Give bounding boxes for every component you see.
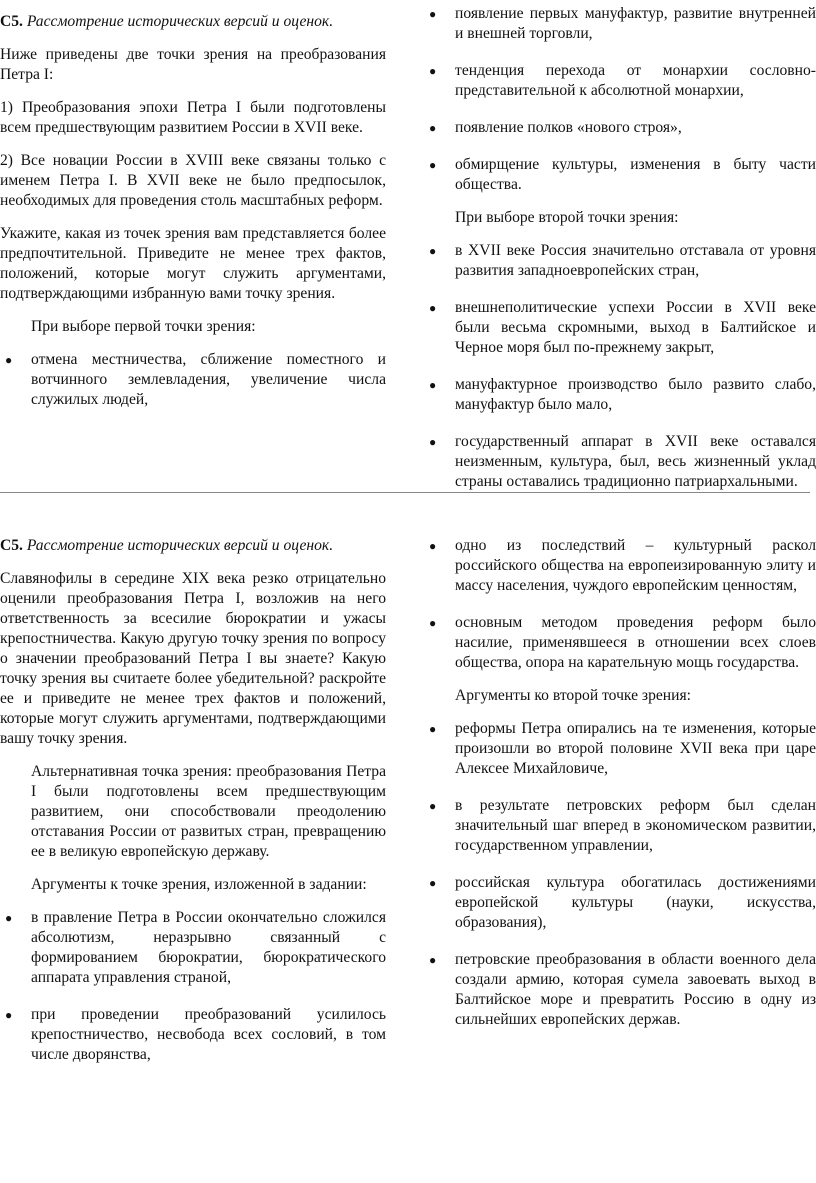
top-right-column bbox=[424, 4, 816, 509]
list-item: ● реформы Петра опирались на те изменения, которые произошли во второй половине XVII века при царе Алексее Михайловиче, bbox=[429, 720, 816, 777]
task-text: Славянофилы в середине XIX века резко отрицательно оценили преобразования Петра I, возложив на него ответственность за всесилие бюрократии и ужасы крепостничества. Какую другую точку зрения по вопросу о значении преобразований Петра I вы знаете? Какую точку зрения вы считаете более убедительной? раскройте ее и приведите не менее трех фактов и положений, которые могут служить аргументами, подтверждающими вашу точку зрения. bbox=[0, 570, 386, 747]
alternative-view-text: Альтернативная точка зрения: преобразования Петра I были подготовлены всем предшествующим развитием, они способствовали преодолению отставания России от развитых стран, превращению ее в великую европейскую державу. bbox=[31, 763, 386, 860]
args-2-label: Аргументы ко второй точке зрения: bbox=[455, 687, 691, 704]
task-heading bbox=[0, 12, 386, 32]
bullet-icon: ● bbox=[429, 244, 437, 258]
bullet-icon: ● bbox=[429, 121, 437, 135]
list-item: ● при проведении преобразований усилилось крепостничество, несвобода всех сословий, в том числе дворянства, bbox=[5, 1006, 386, 1063]
bullet-icon: ● bbox=[429, 378, 437, 392]
list-item: ● основным методом проведения реформ было насилие, применявшееся в отношении всех слоев общества, опора на карательную мощь государства. bbox=[429, 614, 816, 671]
bullet-icon: ● bbox=[429, 158, 437, 172]
view-1-text: 1) Преобразования эпохи Петра I были подготовлены всем предшествующим развитием России в XVII веке. bbox=[0, 99, 386, 136]
list-item: ● государственный аппарат в XVII веке оставался неизменным, культура, был, весь жизненный уклад страны оставались традиционно патриархальными. bbox=[429, 433, 816, 490]
bullet-icon: ● bbox=[5, 911, 13, 925]
task-title: Рассмотрение исторических версий и оценок. bbox=[26, 537, 334, 554]
first-view-list bbox=[0, 350, 386, 410]
top-left-column bbox=[0, 12, 386, 427]
section-divider bbox=[0, 492, 810, 493]
bullet-icon: ● bbox=[429, 435, 437, 449]
first-view-label: При выборе первой точки зрения: bbox=[31, 318, 256, 335]
list-item: ● петровские преобразования в области военного дела создали армию, которая сумела завоевать выход в Балтийское море и превратить Россию в одну из сильнейших европейских держав. bbox=[429, 951, 816, 1028]
list-item: ● в результате петровских реформ был сделан значительный шаг вперед в экономическом развитии, государственном управлении, bbox=[429, 797, 816, 854]
bullet-icon: ● bbox=[429, 953, 437, 967]
bullet-icon: ● bbox=[5, 1008, 13, 1022]
second-view-list bbox=[424, 241, 816, 492]
bullet-icon: ● bbox=[429, 539, 437, 553]
task-title: Рассмотрение исторических версий и оценок. bbox=[26, 13, 334, 30]
second-view-label: При выборе второй точки зрения: bbox=[455, 209, 679, 226]
bullet-icon: ● bbox=[429, 616, 437, 630]
task-number: С5. bbox=[0, 537, 23, 554]
list-item: ● в XVII веке Россия значительно отставала от уровня развития западноевропейских стран, bbox=[429, 242, 816, 279]
bullet-icon: ● bbox=[429, 722, 437, 736]
task-heading bbox=[0, 536, 386, 556]
view-2-text: 2) Все новации России в XVIII веке связаны только с именем Петра I. В XVII веке не было предпосылок, необходимых для проведения столь масштабных реформ. bbox=[0, 152, 386, 209]
bullet-icon: ● bbox=[429, 799, 437, 813]
list-item: ● отмена местничества, сближение поместного и вотчинного землевладения, увеличение числа служилых людей, bbox=[5, 351, 386, 408]
bullet-icon: ● bbox=[5, 353, 13, 367]
bullet-icon: ● bbox=[429, 301, 437, 315]
bullet-icon: ● bbox=[429, 7, 437, 21]
list-item: ● обмирщение культуры, изменения в быту части общества. bbox=[429, 156, 816, 193]
bottom-left-column bbox=[0, 536, 386, 1082]
list-item: ● появление первых мануфактур, развитие внутренней и внешней торговли, bbox=[429, 5, 816, 42]
list-item: ● внешнеполитические успехи России в XVII веке были весьма скромными, выход в Балтийское и Черное моря был по-прежнему закрыт, bbox=[429, 299, 816, 356]
list-item: ● одно из последствий – культурный раскол российского общества на европеизированную элиту и массу населения, чуждого европейским ценностям, bbox=[429, 537, 816, 594]
task-number: С5. bbox=[0, 13, 23, 30]
list-item: ● в правление Петра в России окончательно сложился абсолютизм, неразрывно связанный с формированием бюрократии, бюрократического аппарата управления страной, bbox=[5, 909, 386, 986]
first-view-list-cont bbox=[424, 4, 816, 195]
list-item: ● мануфактурное производство было развито слабо, мануфактур было мало, bbox=[429, 376, 816, 413]
list-item: ● тенденция перехода от монархии сословно-представительной к абсолютной монархии, bbox=[429, 62, 816, 99]
args-2-list bbox=[424, 719, 816, 1030]
list-item: ● появление полков «нового строя», bbox=[429, 119, 682, 136]
bullet-icon: ● bbox=[429, 64, 437, 78]
intro-text: Ниже приведены две точки зрения на преобразования Петра I: bbox=[0, 46, 386, 83]
bottom-right-column bbox=[424, 536, 816, 1047]
task-text: Укажите, какая из точек зрения вам представляется более предпочтительной. Приведите не менее трех фактов, положений, которые могут служить аргументами, подтверждающими избранную вами точку зрения. bbox=[0, 225, 386, 302]
bullet-icon: ● bbox=[429, 876, 437, 890]
args-1-list-cont bbox=[424, 536, 816, 673]
args-1-list bbox=[0, 908, 386, 1065]
list-item: ● российская культура обогатилась достижениями европейской культуры (науки, искусства, образования), bbox=[429, 874, 816, 931]
args-1-label: Аргументы к точке зрения, изложенной в задании: bbox=[31, 876, 367, 893]
